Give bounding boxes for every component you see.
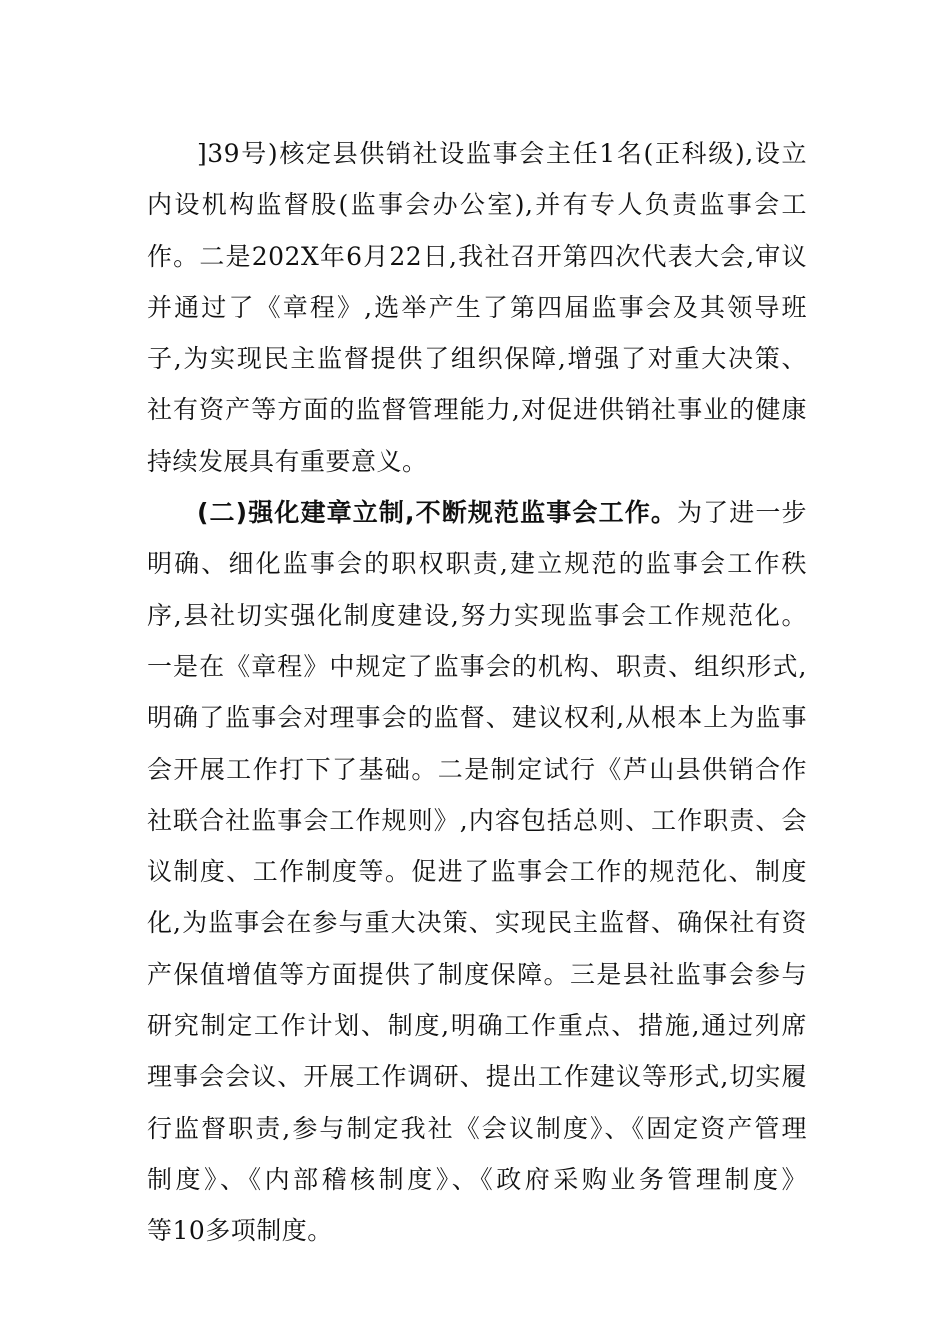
text-line — [147, 487, 807, 538]
text-line: 序,县社切实强化制度建设,努力实现监事会工作规范化。 — [147, 600, 807, 630]
text-line: 明确、细化监事会的职权职责,建立规范的监事会工作秩 — [147, 549, 807, 579]
text-line: ]39号)核定县供销社设监事会主任1名(正科级),设立 — [197, 139, 807, 168]
text-line: 理事会会议、开展工作调研、提出工作建议等形式,切实履 — [147, 1062, 807, 1092]
text-line: 社联合社监事会工作规则》,内容包括总则、工作职责、会 — [147, 805, 807, 835]
text-line: 产保值增值等方面提供了制度保障。三是县社监事会参与 — [147, 959, 807, 989]
text-line: 持续发展具有重要意义。 — [147, 446, 428, 476]
text-line: 制度》、《内部稽核制度》、《政府采购业务管理制度》 — [147, 1164, 807, 1194]
text-run: 为了进一步 — [676, 498, 807, 528]
text-line: 议制度、工作制度等。促进了监事会工作的规范化、制度 — [147, 857, 807, 887]
text-line: 内设机构监督股(监事会办公室),并有专人负责监事会工 — [147, 190, 807, 220]
text-line: 会开展工作打下了基础。二是制定试行《芦山县供销合作 — [147, 754, 807, 784]
text-line: 行监督职责,参与制定我社《会议制度》、《固定资产管理 — [147, 1113, 807, 1143]
text-line: 一是在《章程》中规定了监事会的机构、职责、组织形式, — [147, 651, 807, 681]
document-body — [147, 128, 807, 1257]
text-line: 并通过了《章程》,选举产生了第四届监事会及其领导班 — [147, 292, 807, 322]
text-line: 社有资产等方面的监督管理能力,对促进供销社事业的健康 — [147, 395, 807, 425]
text-line: 等10多项制度。 — [147, 1216, 333, 1246]
text-line: 明确了监事会对理事会的监督、建议权利,从根本上为监事 — [147, 703, 807, 733]
text-line: 子,为实现民主监督提供了组织保障,增强了对重大决策、 — [147, 344, 807, 374]
text-line: 研究制定工作计划、制度,明确工作重点、措施,通过列席 — [147, 1011, 807, 1041]
text-line: 化,为监事会在参与重大决策、实现民主监督、确保社有资 — [147, 908, 807, 938]
section-heading: (二)强化建章立制,不断规范监事会工作。 — [197, 498, 677, 528]
text-line: 作。二是202X年6月22日,我社召开第四次代表大会,审议 — [147, 241, 807, 271]
